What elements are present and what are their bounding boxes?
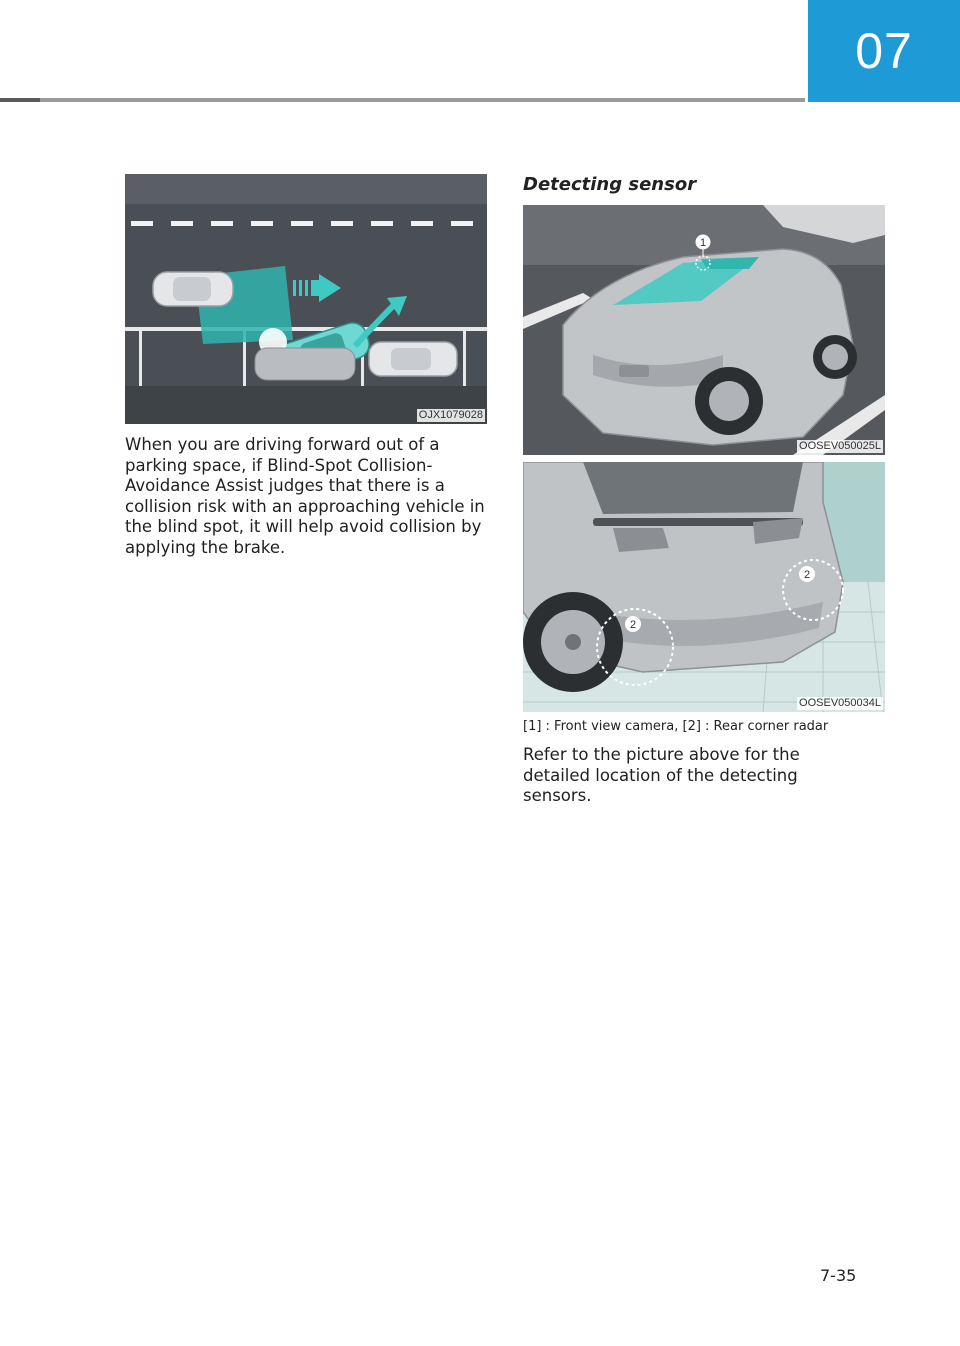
figure-rear-radar xyxy=(523,462,885,712)
callout-2-left: 2 xyxy=(629,619,637,631)
left-paragraph: When you are driving forward out of a parking space, if Blind-Spot Collision-Avoidance Assist judges that there is a collision risk with an approaching vehicle in the blind spot, it will help avoid collision by applying the brake. xyxy=(125,435,485,557)
callout-2-right: 2 xyxy=(803,569,811,581)
figure-code: OJX1079028 xyxy=(418,409,483,421)
figure-code: OOSEV050034L xyxy=(799,697,881,709)
header-rule xyxy=(0,98,805,102)
parking-illustration xyxy=(125,174,487,424)
page-number: 7-35 xyxy=(820,1266,857,1285)
figure-parking-exit xyxy=(125,174,487,424)
callout-1: 1 xyxy=(699,237,707,249)
front-camera-illustration xyxy=(523,205,885,455)
rear-radar-illustration xyxy=(523,462,885,712)
header-rule-accent xyxy=(0,98,40,102)
right-paragraph: Refer to the picture above for the detailed location of the detecting sensors. xyxy=(523,745,800,805)
figure-code: OOSEV050025L xyxy=(799,440,881,452)
figure-front-camera xyxy=(523,205,885,455)
chapter-tab: 07 xyxy=(808,0,960,102)
section-heading: Detecting sensor xyxy=(523,174,697,195)
figure-caption: [1] : Front view camera, [2] : Rear corner radar xyxy=(523,719,829,734)
